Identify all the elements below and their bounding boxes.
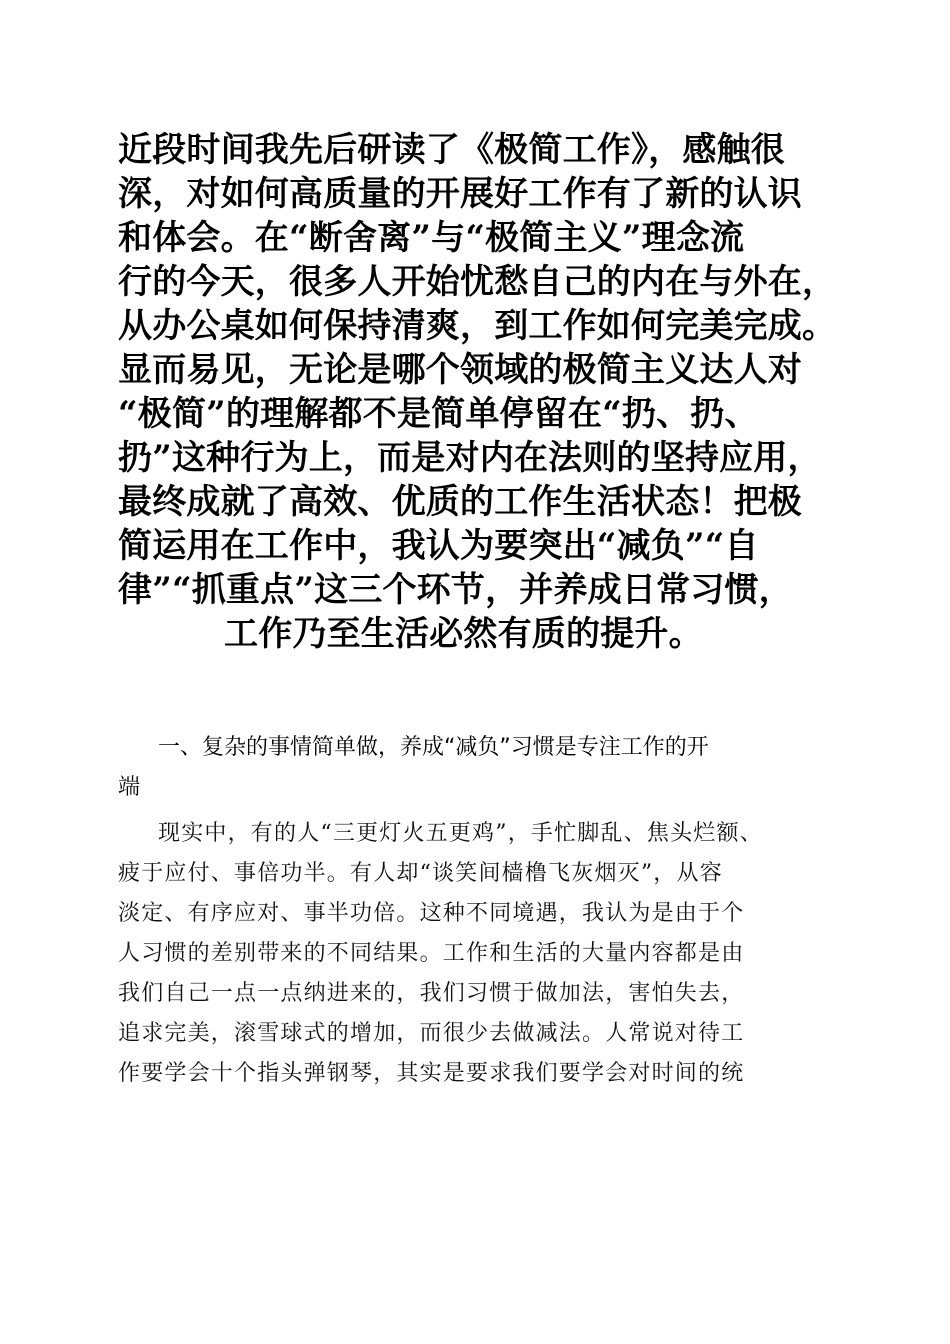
section-body-paragraph — [118, 814, 842, 1094]
intro-line: 工作乃至生活必然有质的提升。 — [224, 614, 703, 654]
intro-line: 深，对如何高质量的开展好工作有了新的认识 — [118, 174, 802, 214]
intro-line: 和体会。在“断舍离”与“极简主义”理念流 — [118, 218, 745, 258]
intro-line: 显而易见，无论是哪个领域的极简主义达人对 — [118, 350, 802, 390]
body-line: 我们自己一点一点纳进来的，我们习惯于做加法，害怕失去， — [118, 981, 745, 1006]
intro-line: 行的今天，很多人开始忧愁自己的内在与外在， — [118, 262, 837, 302]
intro-line: 最终成就了高效、优质的工作生活状态！把极 — [118, 482, 802, 522]
section-heading — [118, 728, 842, 808]
intro-line: 从办公桌如何保持清爽，到工作如何完美完成。 — [118, 306, 837, 346]
intro-line: 扔”这种行为上，而是对内在法则的坚持应用， — [118, 438, 822, 478]
body-line: 作要学会十个指头弹钢琴，其实是要求我们要学会对时间的统 — [118, 1061, 745, 1086]
intro-line: 近段时间我先后研读了《极简工作》，感触很 — [118, 130, 785, 170]
body-line: 现实中，有的人“三更灯火五更鸡”，手忙脚乱、焦头烂额、 — [158, 821, 763, 846]
intro-line: 简运用在工作中，我认为要突出“减负”“自 — [118, 526, 759, 566]
intro-line: 律”“抓重点”这三个环节，并养成日常习惯， — [118, 570, 793, 610]
section-heading-line: 一、复杂的事情简单做，养成“减负”习惯是专注工作的开 — [158, 735, 709, 760]
intro-paragraph — [118, 128, 842, 656]
intro-line: “极简”的理解都不是简单停留在“扔、扔、 — [118, 394, 759, 434]
section-heading-line: 端 — [118, 775, 141, 800]
body-line: 淡定、有序应对、事半功倍。这种不同境遇，我认为是由于个 — [118, 901, 745, 926]
body-line: 人习惯的差别带来的不同结果。工作和生活的大量内容都是由 — [118, 941, 745, 966]
body-line: 追求完美，滚雪球式的增加，而很少去做减法。人常说对待工 — [118, 1021, 745, 1046]
body-line: 疲于应付、事倍功半。有人却“谈笑间樯橹飞灰烟灭”，从容 — [118, 861, 723, 886]
